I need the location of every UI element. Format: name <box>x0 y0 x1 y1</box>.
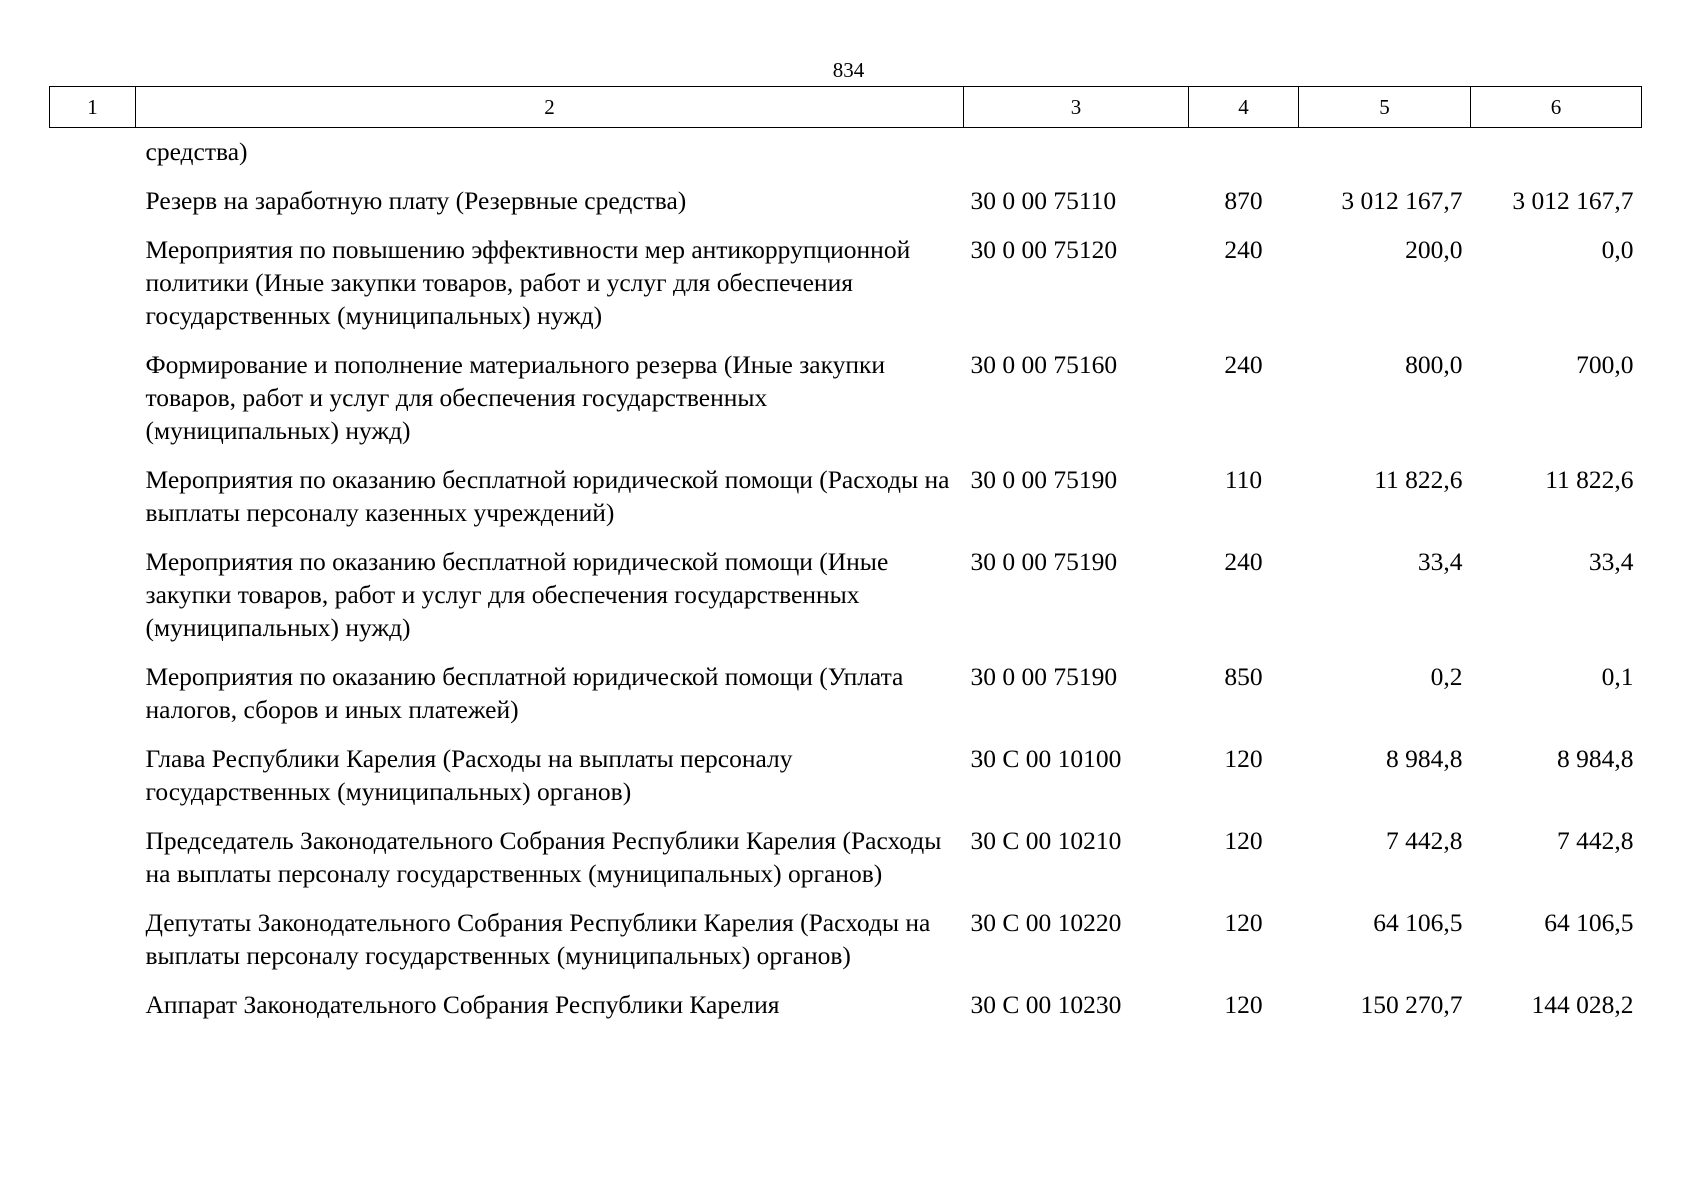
row-description: Глава Республики Карелия (Расходы на выплаты персоналу государственных (муниципальных) органов) <box>145 744 793 806</box>
header-col-1: 1 <box>50 87 136 128</box>
row-amount-col6: 0,0 <box>1601 235 1634 264</box>
header-row <box>50 87 1642 128</box>
row-amount-col6: 700,0 <box>1576 350 1634 379</box>
row-description: Мероприятия по оказанию бесплатной юридической помощи (Расходы на выплаты персоналу казенных учреждений) <box>145 465 950 527</box>
row-target-code: 30 0 00 75120 <box>970 235 1118 264</box>
row-amount-col5: 11 822,6 <box>1374 465 1463 494</box>
table-row <box>50 644 1642 726</box>
row-target-code: 30 С 00 10230 <box>970 990 1122 1019</box>
row-target-code: 30 0 00 75110 <box>970 186 1117 215</box>
row-target-code: 30 С 00 10210 <box>970 826 1122 855</box>
row-expense-type: 120 <box>1224 826 1263 855</box>
header-col-5: 5 <box>1299 87 1471 128</box>
row-number-cell <box>50 529 136 644</box>
row-expense-type: 870 <box>1224 186 1263 215</box>
row-amount-col5: 64 106,5 <box>1373 908 1463 937</box>
table-row <box>50 726 1642 808</box>
row-amount-col5: 800,0 <box>1405 350 1463 379</box>
row-number-cell <box>50 726 136 808</box>
row-description: Мероприятия по оказанию бесплатной юридической помощи (Уплата налогов, сборов и иных платежей) <box>145 662 904 724</box>
row-description: Мероприятия по повышению эффективности мер антикоррупционной политики (Иные закупки товаров, работ и услуг для обеспечения государственных (муниципальных) нужд) <box>145 235 911 330</box>
cell-col-3 <box>964 128 1189 169</box>
row-amount-col5: 3 012 167,7 <box>1341 186 1463 215</box>
row-expense-type: 110 <box>1224 465 1263 494</box>
row-amount-col6: 3 012 167,7 <box>1512 186 1634 215</box>
row-expense-type: 120 <box>1224 990 1263 1019</box>
row-amount-col5: 7 442,8 <box>1386 826 1463 855</box>
row-amount-col6: 7 442,8 <box>1557 826 1634 855</box>
row-amount-col6: 11 822,6 <box>1545 465 1634 494</box>
row-target-code: 30 С 00 10100 <box>970 744 1122 773</box>
table-body <box>50 128 1642 1022</box>
row-amount-col6: 33,4 <box>1588 547 1634 576</box>
row-number-cell <box>50 972 136 1021</box>
row-amount-col5: 33,4 <box>1417 547 1463 576</box>
row-description: Председатель Законодательного Собрания Республики Карелия (Расходы на выплаты персоналу государственных (муниципальных) органов) <box>145 826 942 888</box>
row-number-cell <box>50 217 136 332</box>
row-description: Резерв на заработную плату (Резервные средства) <box>145 186 687 215</box>
row-target-code: 30 0 00 75190 <box>970 465 1118 494</box>
row-number-cell <box>50 332 136 447</box>
header-col-2: 2 <box>136 87 964 128</box>
table-row <box>50 808 1642 890</box>
table-row <box>50 972 1642 1021</box>
page-number: 834 <box>832 58 865 82</box>
row-expense-type: 120 <box>1224 908 1263 937</box>
row-number-cell <box>50 447 136 529</box>
row-amount-col6: 144 028,2 <box>1531 990 1634 1019</box>
row-expense-type: 120 <box>1224 744 1263 773</box>
cell-col-1 <box>50 128 136 169</box>
row-target-code: 30 С 00 10220 <box>970 908 1122 937</box>
row-amount-col6: 8 984,8 <box>1557 744 1634 773</box>
row-number-cell <box>50 808 136 890</box>
row-amount-col5: 150 270,7 <box>1360 990 1463 1019</box>
table-row <box>50 217 1642 332</box>
cell-col-6 <box>1471 128 1642 169</box>
row-target-code: 30 0 00 75190 <box>970 662 1118 691</box>
row-amount-col5: 8 984,8 <box>1386 744 1463 773</box>
row-amount-col6: 0,1 <box>1601 662 1634 691</box>
row-number-cell <box>50 168 136 217</box>
table-row <box>50 332 1642 447</box>
table-row <box>50 529 1642 644</box>
table-row <box>50 890 1642 972</box>
header-col-4: 4 <box>1189 87 1299 128</box>
row-description: Мероприятия по оказанию бесплатной юридической помощи (Иные закупки товаров, работ и услуг для обеспечения государственных (муниципальных) нужд) <box>145 547 889 642</box>
row-expense-type: 240 <box>1224 235 1263 264</box>
header-col-3: 3 <box>964 87 1189 128</box>
continuation-row <box>50 128 1642 169</box>
table-row <box>50 447 1642 529</box>
row-amount-col5: 0,2 <box>1430 662 1463 691</box>
continuation-text: средства) <box>145 137 248 166</box>
row-target-code: 30 0 00 75190 <box>970 547 1118 576</box>
row-expense-type: 240 <box>1224 547 1263 576</box>
row-amount-col6: 64 106,5 <box>1544 908 1634 937</box>
cell-col-5 <box>1299 128 1471 169</box>
row-description: Аппарат Законодательного Собрания Республики Карелия <box>145 990 780 1019</box>
cell-col-4 <box>1189 128 1299 169</box>
row-target-code: 30 0 00 75160 <box>970 350 1118 379</box>
row-amount-col5: 200,0 <box>1405 235 1463 264</box>
row-description: Формирование и пополнение материального резерва (Иные закупки товаров, работ и услуг для обеспечения государственных (муниципальных) нужд) <box>145 350 886 445</box>
table-row <box>50 168 1642 217</box>
row-number-cell <box>50 644 136 726</box>
table-header <box>50 87 1642 128</box>
row-expense-type: 850 <box>1224 662 1263 691</box>
row-description: Депутаты Законодательного Собрания Республики Карелия (Расходы на выплаты персоналу государственных (муниципальных) органов) <box>145 908 931 970</box>
header-col-6: 6 <box>1471 87 1642 128</box>
row-number-cell <box>50 890 136 972</box>
budget-table <box>49 86 1642 1021</box>
row-expense-type: 240 <box>1224 350 1263 379</box>
